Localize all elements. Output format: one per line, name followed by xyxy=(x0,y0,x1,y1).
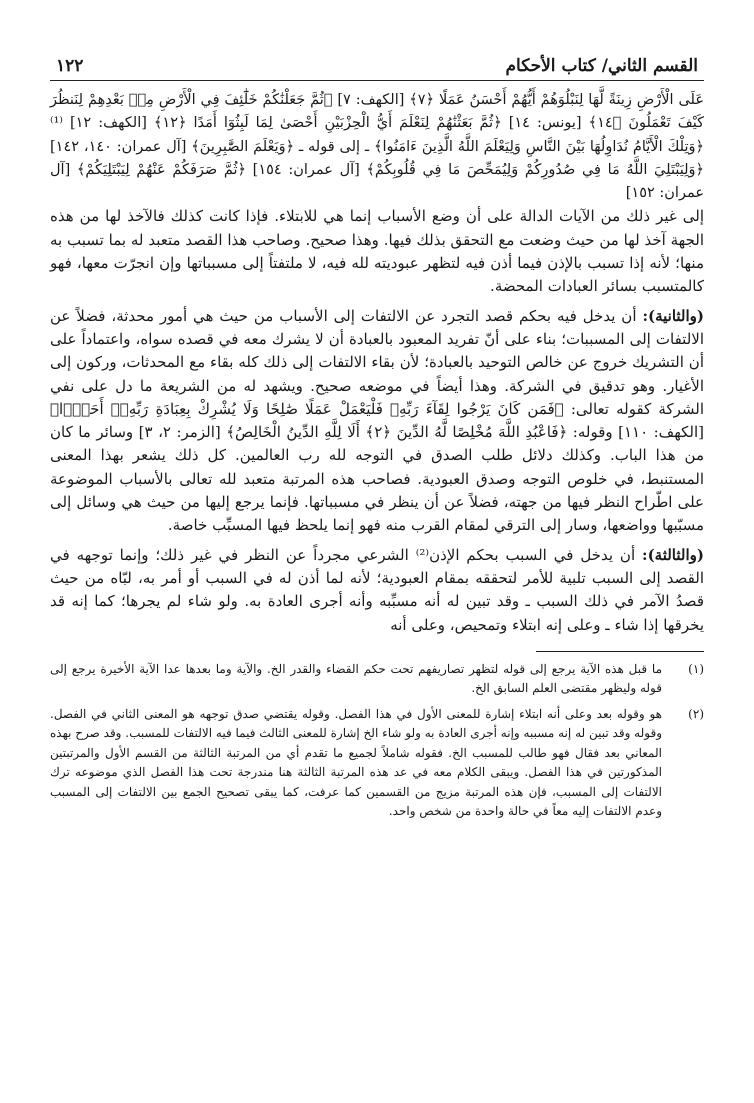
second-lead: (والثانية): xyxy=(642,306,704,325)
footnote-1 xyxy=(50,660,704,699)
paragraph-intro: إلى غير ذلك من الآيات الدالة على أن وضع الأسباب إنما هي للابتلاء. فإذا كانت كذلك فالآخذ لها من هذه الجهة آخذ لها من حيث وضعت مع التحقق بذلك فيها. وهذا صحيح. وصاحب هذا القصد متعبد له بما تسبب به منها؛ لأنه إذا تسبب بالإذن فيما أذن فيه لتظهر عبوديته لله فيه، لا ملتفتاً إلى مسبباتها وإن انجرّت معها، فهو كالمتسبب بسائر العبادات المحضة. xyxy=(50,207,704,296)
second-text: أن يدخل فيه بحكم قصد التجرد عن الالتفات إلى الأسباب من حيث هي أمور محدثة، فضلاً عن الالتفات إلى المسببات؛ بناء على أنّ تفريد المعبود بالعبادة أن لا يشرك معه في قصده سواه، واعتماداً على أن التشريك خروج عن خالص التوحيد بالعبادة؛ لأن بقاء الالتفات إلى ذلك كله بقاء مع المحدثات، وركون إلى الأغيار. وهو تدقيق في الشركة. وهذا أيضاً في موضعه صحيح. ويشهد له من الشريعة ما دل على نفي الشركة كقوله تعالى: ﴿فَمَن كَانَ يَرْجُوا لِقَآءَ رَبِّهِۦ فَلْيَعْمَلْ عَمَلًا صَٰلِحًا وَلَا يُشْرِكْ بِعِبَادَةِ رَبِّهِۦٓ أَحَدًۢا﴾ [الكهف: ١١٠] وقوله: ﴿فَاعْبُدِ اللَّهَ مُخْلِصًا لَّهُ الدِّينَ ﴿٢﴾ أَلَا لِلَّهِ الدِّينُ الْخَالِصُ﴾ [الزمر: ٢، ٣] وسائر ما كان من هذا الباب. وكذلك دلائل طلب الصدق في التوجه لله رب العالمين. كل ذلك يشعر بهذا المعنى المستنبط، في خلوص التوجه وصدق العبودية. فصاحب هذه المرتبة متعبد لله تعالى بالأسباب الموضوعة على اطّراح النظر فيها من جهته، فضلاً عن أن ينظر في مسبباتها. فإنما يرجع إليها من حيث هي وسائل إلى مسبّبها وواضعها، وسار إلى الترقي لمقام القرب منه فهو إنما يلحظ فيها المسبِّب خاصة. xyxy=(50,306,704,535)
footnote-2 xyxy=(50,705,704,822)
footnote-1-text: ما قبل هذه الآية يرجع إلى قوله لتظهر تصاريفهم تحت حكم القضاء والقدر الخ. والآية وما بعدها عدا الآية الأخيرة يرجع إلى قوله وليظهر مقتضى العلم السابق الخ. xyxy=(50,661,662,696)
main-text xyxy=(50,89,704,637)
third-lead: (والثالثة): xyxy=(642,545,704,564)
footnote-1-number: (١) xyxy=(688,661,704,676)
footnote-2-number: (٢) xyxy=(688,706,704,721)
paragraph-second xyxy=(50,305,704,538)
paragraph-third xyxy=(50,544,704,637)
page-header xyxy=(50,56,704,81)
running-title: القسم الثاني/ كتاب الأحكام xyxy=(505,56,698,76)
third-text: أن يدخل في السبب بحكم الإذن⁽²⁾ الشرعي مجرداً عن النظر في غير ذلك؛ وإنما توجهه في القصد إلى السبب تلبية للأمر لتحققه بمقام العبودية؛ لأنه لما أذن له في السبب أو أمر به، لبّاه من حيث قصدُ الآمر في ذلك السبب ـ وقد تبين له أنه مسبِّبه وأنه أجرى العادة به. ولو شاء لم يجرها؛ كما إنه قد يخرقها إذا شاء ـ وعلى إنه ابتلاء وتمحيص، وعلى أنه xyxy=(50,545,704,634)
page-number: ١٢٢ xyxy=(56,56,84,76)
quran-citations: عَلَى الْأَرْضِ زِينَةً لَّهَا لِنَبْلُوَهُمْ أَيُّهُمْ أَحْسَنُ عَمَلًا ﴿٧﴾ [الكهف: ٧] ﴿ثُمَّ جَعَلْنَٰكُمْ خَلَٰٓئِفَ فِي الْأَرْضِ مِنۢ بَعْدِهِمْ لِنَنظُرَ كَيْفَ تَعْمَلُونَ ﴿١٤﴾ [يونس: ١٤] ﴿ثُمَّ بَعَثْنَٰهُمْ لِنَعْلَمَ أَيُّ الْحِزْبَيْنِ أَحْصَىٰ لِمَا لَبِثُوٓا أَمَدًا ﴿١٢﴾ [الكهف: ١٢] ⁽¹⁾ ﴿وَتِلْكَ الْأَيَّامُ نُدَاوِلُهَا بَيْنَ النَّاسِ وَلِيَعْلَمَ اللَّهُ الَّذِينَ ءَامَنُوا﴾ ـ إلى قوله ـ ﴿وَيَعْلَمَ الصَّٰبِرِينَ﴾ [آل عمران: ١٤٠، ١٤٢] ﴿وَلِيَبْتَلِيَ اللَّهُ مَا فِي صُدُورِكُمْ وَلِيُمَحِّصَ مَا فِي قُلُوبِكُمْ﴾ [آل عمران: ١٥٤] ﴿ثُمَّ صَرَفَكُمْ عَنْهُمْ لِيَبْتَلِيَكُمْ﴾ [آل عمران: ١٥٢] xyxy=(50,92,704,202)
footnote-divider xyxy=(536,651,704,652)
footnote-2-text: هو وقوله بعد وعلى أنه ابتلاء إشارة للمعنى الأول في هذا الفصل. وقوله يقتضي صدق توجهه هو المعنى الثاني في الفصل. وقوله وقد تبين له إنه مسببه وإنه أجرى العادة به ولو شاء الخ إشارة للمعنى الثالث فيما فيه الالتفات للمسبب. وقد صرح بهذه المعاني بعد فقال فهو طالب للمسبب الخ. فقوله شاملاً لجميع ما تقدم أي من المرتبة الثالثة من القسم الأول والمرتبتين المذكورتين في هذا الفصل. ويبقى الكلام معه في عد هذه المرتبة الثالثة هنا مندرجة تحت هذا الفصل الذي موضوعه ترك الالتفات إلى المسبب، فإن هذه المرتبة مزيج من القسمين كما عرفت، كما يبقى تصحيح الجمع بين الالتفات إلى المسبب وعدم الالتفات إليه معاً في حالة واحدة من شخص واحد. xyxy=(50,706,663,819)
